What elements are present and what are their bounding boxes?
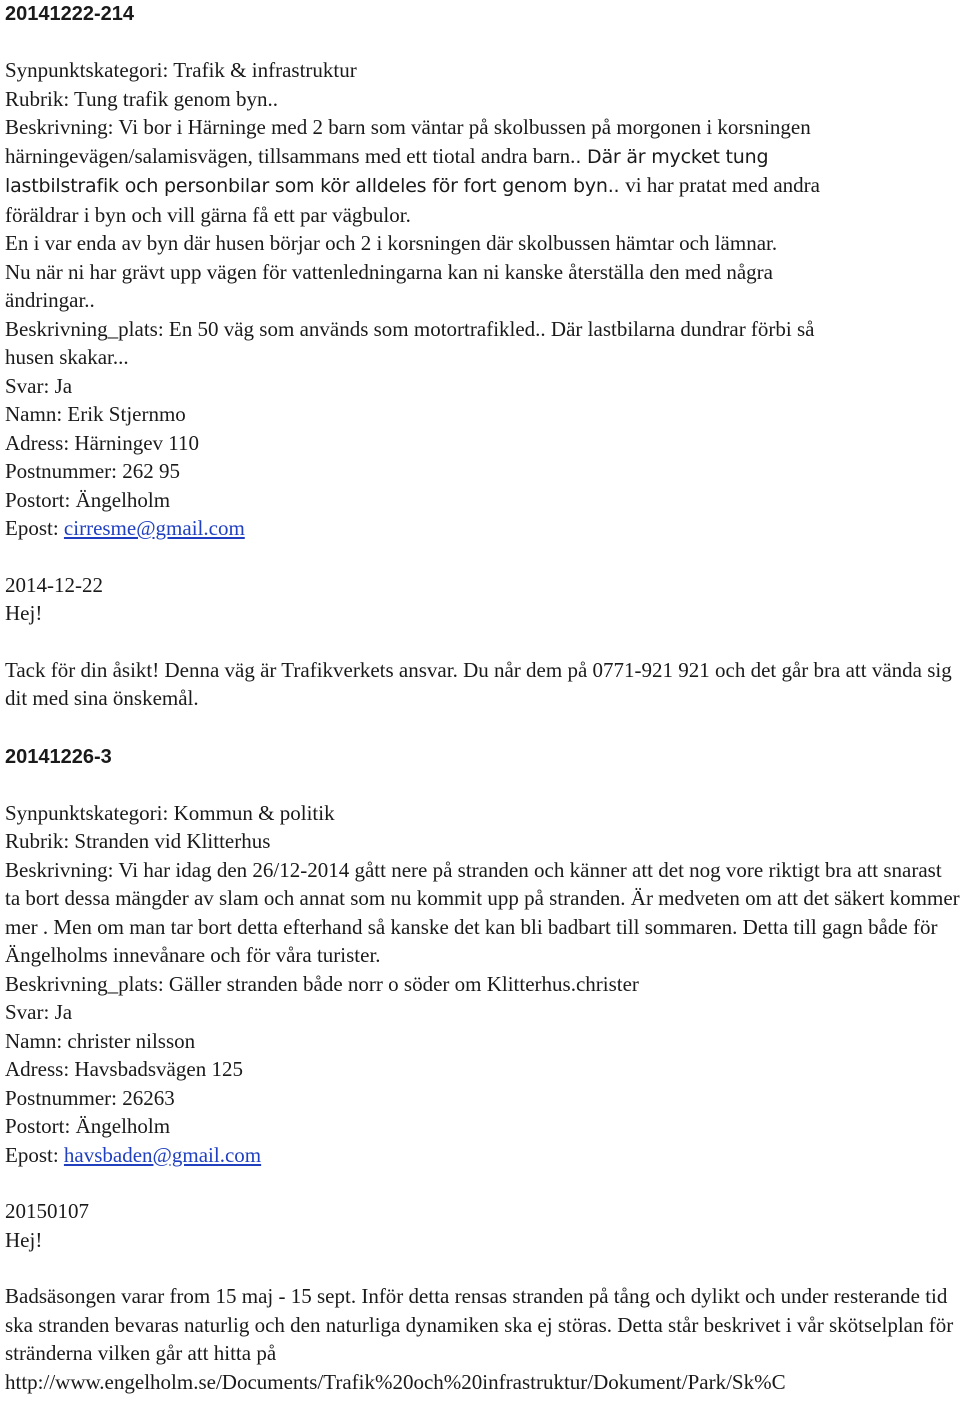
entry-name: Namn: christer nilsson (5, 1028, 196, 1053)
entry-20141226-3 (5, 743, 960, 1397)
entry-description: Beskrivning: Vi har idag den 26/12-2014 gått nere på stranden och känner att det nog vore riktigt bra att snarast ta bort dessa mängder av slam och annat som nu kommit upp på stranden. Är medveten om att det säkert kommer mer . Men om man tar bort detta efterhand så kanske det kan bli badbart till sommaren. Detta till gagn både för Ängelholms innevånare och för våra turister. (5, 857, 960, 967)
entry-description-line (5, 142, 960, 172)
entry-name: Namn: Erik Stjernmo (5, 402, 186, 426)
entry-description-line: lastbilstrafik och personbilar som kör alldeles för fort genom byn.. vi har pratat med andra (5, 173, 820, 197)
entry-description-line: Nu när ni har grävt upp vägen för vattenledningarna kan ni kanske återställa den med några (5, 259, 773, 284)
entry-address: Adress: Härningev 110 (5, 430, 200, 455)
description-serif-part: härningevägen/salamisvägen, tillsammans med ett tiotal andra barn. (5, 143, 576, 168)
email-label: Epost: (5, 516, 64, 540)
entry-postal-code: Postnummer: 26263 (5, 1085, 175, 1110)
reply-greeting: Hej! (5, 1227, 43, 1252)
entry-address: Adress: Havsbadsvägen 125 (5, 1057, 243, 1081)
reply-text: Badsäsongen varar from 15 maj - 15 sept. Inför detta rensas stranden på tång och dylikt och under resterande tid ska stranden bevaras naturlig och den naturliga dynamiken ska ej störas. Detta står beskrivet i vår skötselplan för stränderna vilken går att hitta på (5, 1284, 954, 1365)
description-serif-part: vi har pratat med andra (625, 173, 820, 197)
reply-greeting: Hej! (5, 601, 43, 625)
entry-place: Beskrivning_plats: Gäller stranden både norr o söder om Klitterhus.christer (5, 971, 639, 996)
email-label: Epost: (5, 1142, 64, 1167)
entry-city: Postort: Ängelholm (5, 487, 171, 512)
entry-answer: Svar: Ja (5, 373, 73, 398)
entry-title: Rubrik: Tung trafik genom byn.. (5, 86, 279, 111)
reply-text: Tack för din åsikt! Denna väg är Trafikverkets ansvar. Du når dem på 0771-921 921 och det går bra att vända sig dit med sina önskemål. (5, 657, 952, 710)
description-sans-part: . Där är mycket tung (575, 145, 769, 168)
reply-url: http://www.engelholm.se/Documents/Trafik%20och%20infrastruktur/Dokument/Park/Sk%C (5, 1369, 786, 1394)
entry-description-line: Beskrivning: Vi bor i Härninge med 2 barn som väntar på skolbussen på morgonen i korsningen (5, 115, 811, 139)
entry-email-line (5, 514, 960, 543)
entry-id: 20141222-214 (5, 3, 135, 25)
entry-category: Synpunktskategori: Trafik & infrastruktur (5, 58, 357, 82)
entry-answer: Svar: Ja (5, 1000, 73, 1024)
entry-20141222-214 (5, 0, 960, 713)
email-link[interactable]: havsbaden@gmail.com (63, 1142, 262, 1167)
reply-date: 2014-12-22 (5, 572, 103, 597)
entry-title: Rubrik: Stranden vid Klitterhus (5, 829, 271, 853)
entry-id: 20141226-3 (5, 745, 112, 768)
entry-email-line (5, 1141, 960, 1170)
entry-city: Postort: Ängelholm (5, 1114, 171, 1138)
entry-postal-code: Postnummer: 262 95 (5, 459, 181, 483)
entry-description-line: föräldrar i byn och vill gärna få ett par vägbulor. (5, 202, 411, 227)
entry-description-line: ändringar.. (5, 288, 95, 312)
entry-place-line: husen skakar... (5, 345, 129, 369)
entry-category: Synpunktskategori: Kommun & politik (5, 800, 335, 825)
reply-date: 20150107 (5, 1199, 89, 1223)
entry-place-line: Beskrivning_plats: En 50 väg som används som motortrafikled.. Där lastbilarna dundrar förbi så (5, 316, 815, 341)
entry-description-line: En i var enda av byn där husen börjar och 2 i korsningen där skolbussen hämtar och lämnar. (5, 231, 778, 255)
email-link[interactable]: cirresme@gmail.com (63, 516, 245, 540)
document-page (5, 0, 960, 1396)
